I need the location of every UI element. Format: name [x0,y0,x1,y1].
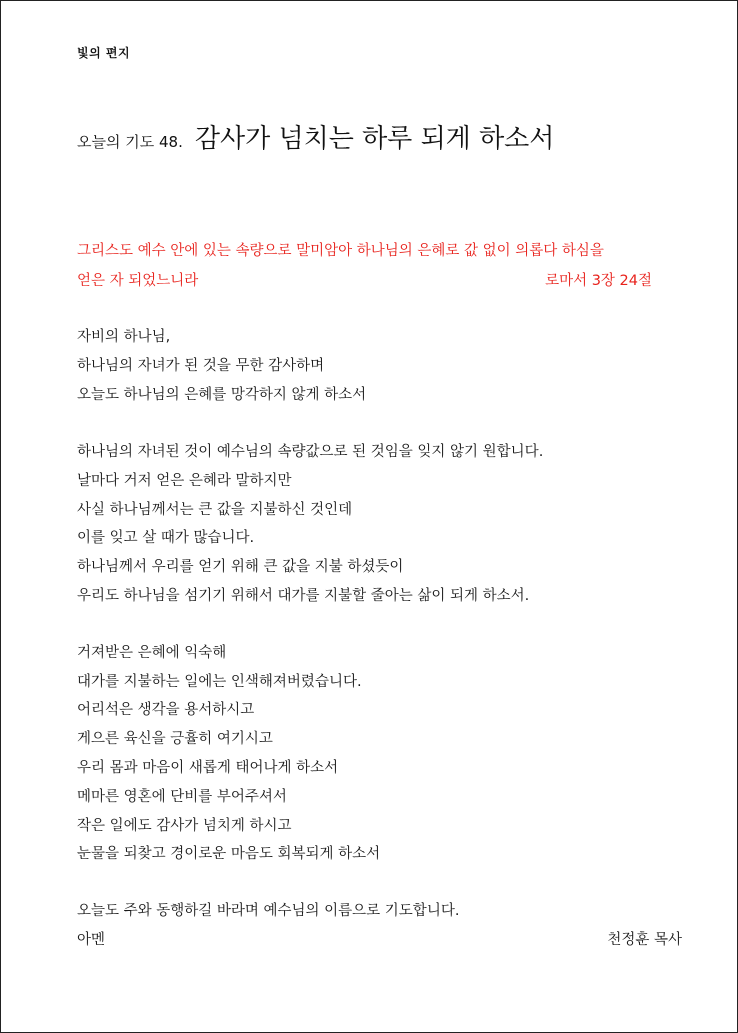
prayer-line: 우리 몸과 마음이 새롭게 태어나게 하소서 [77,759,339,776]
prayer-line: 게으른 육신을 긍휼히 여기시고 [77,731,273,748]
prayer-line: 어리석은 생각을 용서하시고 [77,702,255,719]
amen-text: 아멘 [77,932,106,949]
prayer-line: 거져받은 은혜에 익숙해 [77,644,227,661]
prayer-line: 눈물을 되찾고 경이로운 마음도 회복되게 하소서 [77,846,381,863]
prayer-line: 하나님의 자녀가 된 것을 무한 감사하며 [77,358,325,374]
prayer-line: 하나님께서 우리를 얻기 위해 큰 값을 지불 하셨듯이 [77,559,404,576]
brand-title: 빛의 편지 [77,46,131,60]
prayer-line: 대가를 지불하는 일에는 인색해져버렸습니다. [77,673,362,690]
prayer-number: 오늘의 기도 48. [77,133,183,151]
stanza [77,639,682,869]
prayer-line: 하나님의 자녀된 것이 예수님의 속량값으로 된 것임을 잊지 않기 원합니다. [77,444,544,460]
prayer-body [77,323,682,955]
prayer-line: 사실 하나님께서는 큰 값을 지불하신 것인데 [77,501,353,518]
stanza [77,323,682,410]
prayer-line: 오늘도 하나님의 은혜를 망각하지 않게 하소서 [77,387,367,403]
verse-line: 그리스도 예수 안에 있는 속량으로 말미암아 하나님의 은혜로 값 없이 의롭다 하심을 [77,243,604,259]
prayer-title [77,118,554,155]
verse-reference: 로마서 3장 24절 [545,273,652,289]
closing-line: 오늘도 주와 동행하길 바라며 예수님의 이름으로 기도합니다. [77,903,460,920]
prayer-line: 메마른 영혼에 단비를 부어주셔서 [77,788,287,805]
prayer-line: 작은 일에도 감사가 넘치게 하시고 [77,817,292,834]
closing-signature-row [77,926,682,955]
verse-text: 얻은 자 되었느니라 [77,273,199,289]
prayer-line: 우리도 하나님을 섬기기 위해서 대가를 지불할 줄아는 삶이 되게 하소서. [77,587,530,604]
stanza [77,438,682,611]
verse-line [77,266,652,296]
prayer-line: 이를 잊고 살 때가 많습니다. [77,530,255,547]
closing [77,897,682,955]
prayer-line: 자비의 하나님, [77,329,171,345]
prayer-line: 날마다 거저 얻은 은혜라 말하지만 [77,472,292,489]
author-name: 천정훈 목사 [607,932,682,949]
prayer-heading: 감사가 넘치는 하루 되게 하소서 [194,124,555,154]
scripture-verse [77,236,652,296]
